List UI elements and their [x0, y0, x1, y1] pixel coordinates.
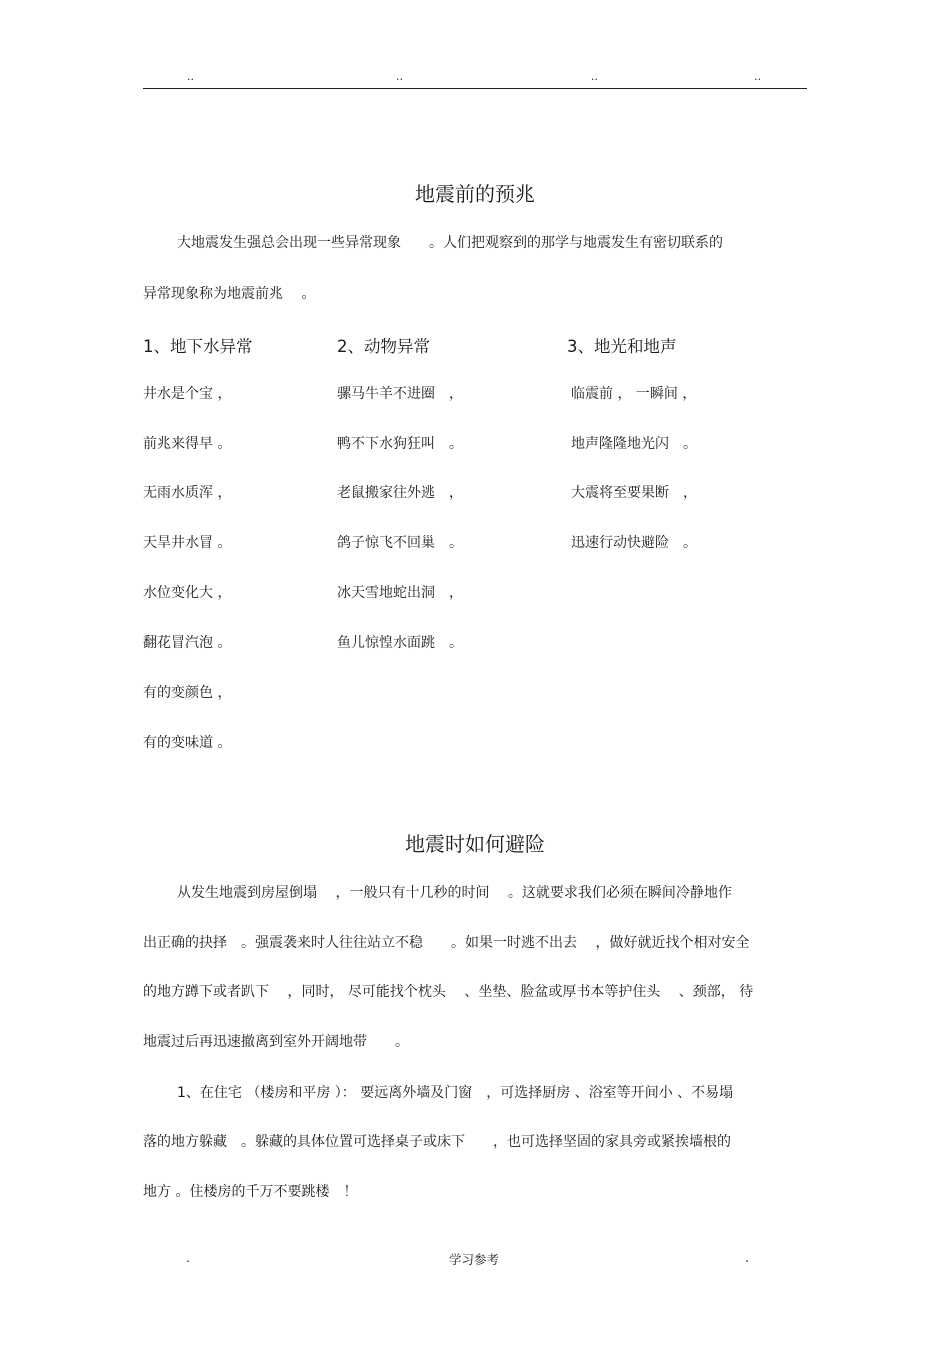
footer-left-mark: . [186, 1250, 190, 1265]
header-mark-4: .. [754, 70, 761, 83]
header-mark-2: .. [396, 70, 403, 83]
footer-right-mark: . [745, 1250, 749, 1265]
section1-title: 地震前的预兆 [415, 182, 535, 206]
list-item: 迅速行动快避险 。 [571, 535, 697, 551]
column-heading-light-sound: 3、地光和地声 [567, 337, 677, 356]
header-mark-3: .. [591, 70, 598, 83]
body-line-4: 地震过后再迅速撤离到室外开阔地带 。 [143, 1034, 409, 1050]
list-item: 翻花冒汽泡 。 [143, 635, 232, 651]
list-item: 冰天雪地蛇出洞 ， [337, 585, 463, 601]
body-line-3: 的地方蹲下或者趴下 ，同时， 尽可能找个枕头 、坐垫、脸盆或厚书本等护住头 、颈部， 待 [143, 984, 754, 1000]
body-line-7: 地方 。住楼房的千万不要跳楼 ！ [143, 1184, 358, 1200]
footer-caption: 学习参考 [449, 1252, 500, 1267]
list-item: 有的变味道 。 [143, 735, 232, 751]
intro-line-2: 异常现象称为地震前兆 。 [143, 286, 316, 302]
list-item: 骡马牛羊不进圈 ， [337, 386, 463, 402]
list-item: 临震前 ， 一瞬间 ， [571, 386, 697, 402]
list-item: 前兆来得早 。 [143, 436, 232, 452]
list-item: 鱼儿惊惶水面跳 。 [337, 635, 463, 651]
header-mark-1: .. [187, 70, 194, 83]
body-line-2: 出正确的抉择 。强震袭来时人往往站立不稳 。如果一时逃不出去 ，做好就近找个相对安全 [143, 935, 750, 951]
intro-line-1: 大地震发生强总会出现一些异常现象 。人们把观察到的那学与地震发生有密切联系的 [177, 235, 723, 251]
header-rule [143, 88, 807, 89]
section2-title: 地震时如何避险 [405, 832, 545, 856]
list-item: 井水是个宝 ， [143, 386, 232, 402]
list-item: 地声隆隆地光闪 。 [571, 436, 697, 452]
list-item: 鸭不下水狗狂叫 。 [337, 436, 463, 452]
list-item: 有的变颜色 ， [143, 685, 232, 701]
list-item: 鸽子惊飞不回巢 。 [337, 535, 463, 551]
body-line-5: 1、在住宅 （楼房和平房 ）： 要远离外墙及门窗 ，可选择厨房 、浴室等开间小 、不易塌 [177, 1085, 734, 1101]
list-item: 无雨水质浑 ， [143, 485, 232, 501]
column-heading-groundwater: 1、地下水异常 [143, 337, 253, 356]
list-item: 老鼠搬家往外逃 ， [337, 485, 463, 501]
list-item: 水位变化大 ， [143, 585, 232, 601]
list-item: 天旱井水冒 。 [143, 535, 232, 551]
body-line-1: 从发生地震到房屋倒塌 ，一般只有十几秒的时间 。这就要求我们必须在瞬间冷静地作 [177, 885, 732, 901]
column-heading-animals: 2、动物异常 [337, 337, 430, 356]
list-item: 大震将至要果断 ， [571, 485, 697, 501]
body-line-6: 落的地方躲藏 。躲藏的具体位置可选择桌子或床下 ，也可选择坚固的家具旁或紧挨墙根的 [143, 1134, 731, 1150]
